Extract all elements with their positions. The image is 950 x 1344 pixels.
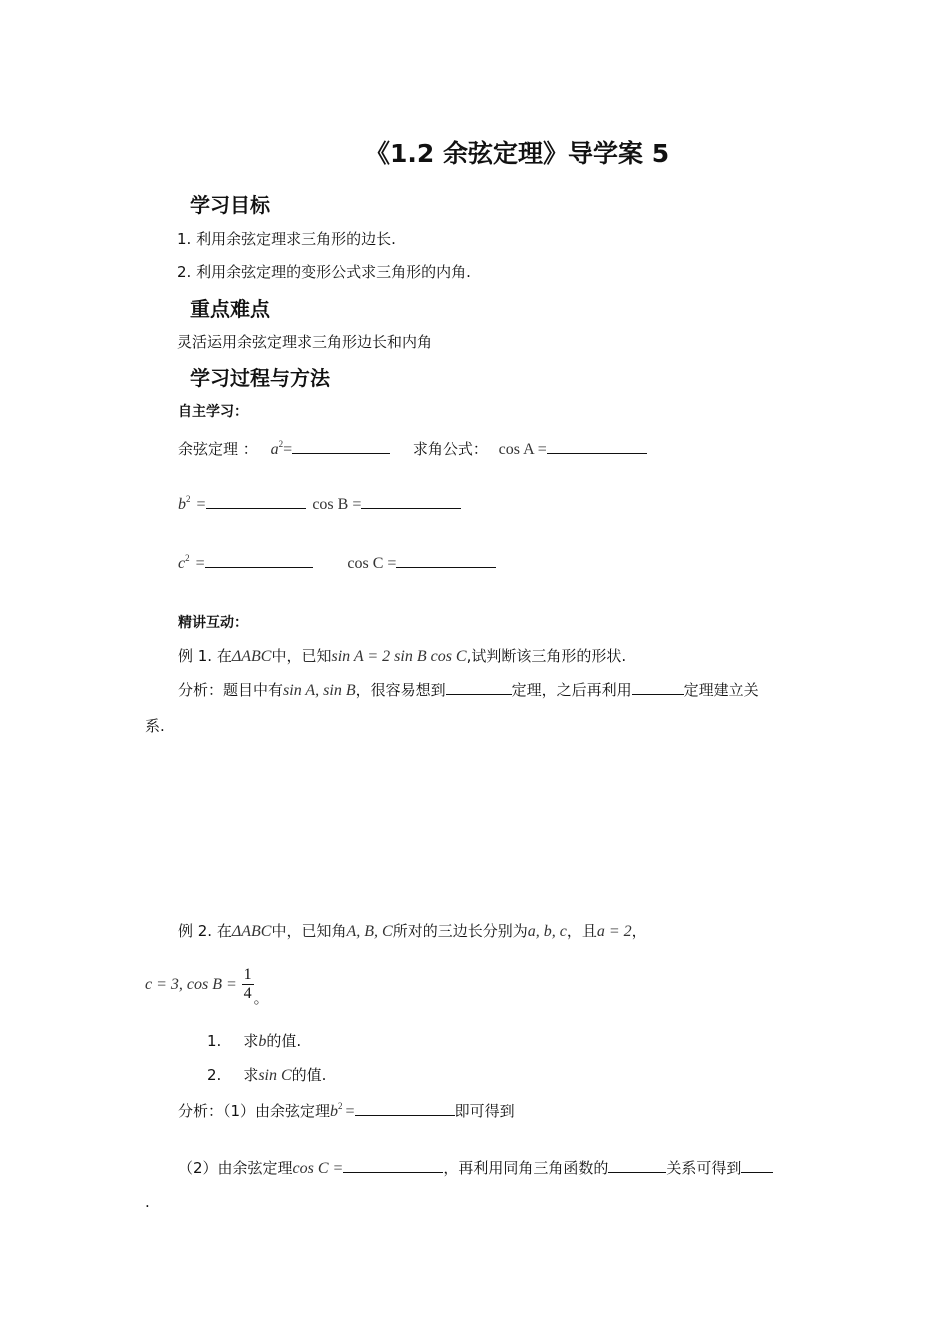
fraction-one-quarter: $\frac{1}{4}$ xyxy=(243,966,252,1002)
c-squared: $c^2$ xyxy=(178,553,190,572)
example-1: 例 1. 在ΔABC中，已知sin A = 2 sin B cos C,试判断该三角形的形状. xyxy=(178,647,627,665)
ex2-angles: A, B, C xyxy=(346,923,393,940)
blank-result xyxy=(741,1158,773,1173)
q2-var: sin C xyxy=(258,1067,292,1084)
an2-b-squared: $b^2$ xyxy=(330,1101,343,1120)
goals-heading: 学习目标 xyxy=(190,193,270,217)
blank-cos-b xyxy=(361,494,461,509)
law-row-c xyxy=(178,553,496,573)
analysis-1: 分析：题目中有sin A, sin B，很容易想到 定理，之后再利用 定理建立关 xyxy=(178,681,759,699)
equals-a: = xyxy=(283,441,293,458)
ex1-triangle: ΔABC xyxy=(231,648,272,665)
law-row-a xyxy=(178,438,647,459)
an1-math: sin A, sin B xyxy=(283,682,356,699)
goal-2: 2. 利用余弦定理的变形公式求三角形的内角. xyxy=(177,263,471,281)
analysis-3: （2）由余弦定理cos C = ，再利用同角三角函数的 关系可得到 xyxy=(178,1157,773,1178)
ex2-c-cos: c = 3, cos B = xyxy=(145,976,237,993)
law-label: 余弦定理 ： xyxy=(178,440,258,458)
blank-theorem-1 xyxy=(446,680,512,695)
blank-relation xyxy=(608,1158,666,1173)
blank-b-squared-2 xyxy=(355,1101,455,1116)
an3-cos-c: cos C = xyxy=(292,1160,344,1177)
equals-b: = xyxy=(196,496,206,513)
blank-b-squared xyxy=(206,494,306,509)
ex2-sides: a, b, c xyxy=(527,923,567,940)
b-squared: $b^2$ xyxy=(178,494,191,513)
blank-cos-a xyxy=(547,439,647,454)
process-heading: 学习过程与方法 xyxy=(190,366,330,390)
equals-c: = xyxy=(195,555,205,572)
ex2-a-value: a = 2 xyxy=(596,923,632,940)
analysis-1-wrap: 系. xyxy=(145,717,165,735)
blank-theorem-2 xyxy=(632,680,684,695)
blank-cos-c xyxy=(396,553,496,568)
blank-a-squared xyxy=(292,439,390,454)
a-squared: $a^2$ xyxy=(270,439,284,458)
blank-cos-c-2 xyxy=(343,1158,443,1173)
analysis-2: 分析：（1）由余弦定理$b^2$ = 即可得到 xyxy=(178,1101,515,1120)
q1-var: b xyxy=(258,1033,267,1050)
cos-b-expr: cos B = xyxy=(312,496,362,513)
example-2-line2: c = 3, cos B = $\frac{1}{4}$ 。 xyxy=(145,966,269,1007)
self-study-label: 自主学习： xyxy=(178,404,248,420)
blank-c-squared xyxy=(205,553,313,568)
question-1: 1. 求b的值. xyxy=(207,1032,302,1050)
ex2-triangle: ΔABC xyxy=(231,923,272,940)
law-row-b xyxy=(178,494,461,514)
interaction-label: 精讲互动： xyxy=(178,615,248,631)
goal-1: 1. 利用余弦定理求三角形的边长. xyxy=(177,230,396,248)
key-heading: 重点难点 xyxy=(190,297,270,321)
example-2: 例 2. 在ΔABC中，已知角A, B, C所对的三边长分别为a, b, c，且a = 2， xyxy=(178,922,647,940)
key-text: 灵活运用余弦定理求三角形边长和内角 xyxy=(177,333,433,351)
analysis-3-wrap: . xyxy=(145,1193,150,1211)
cos-c-expr: cos C = xyxy=(347,555,397,572)
angle-formula-label: 求角公式： xyxy=(412,440,488,458)
question-2: 2. 求sin C的值. xyxy=(207,1066,327,1084)
page-title: 《1.2 余弦定理》导学案 5 xyxy=(365,139,670,168)
cos-a-expr: cos A = xyxy=(498,441,547,458)
ex1-equation: sin A = 2 sin B cos C xyxy=(331,648,467,665)
